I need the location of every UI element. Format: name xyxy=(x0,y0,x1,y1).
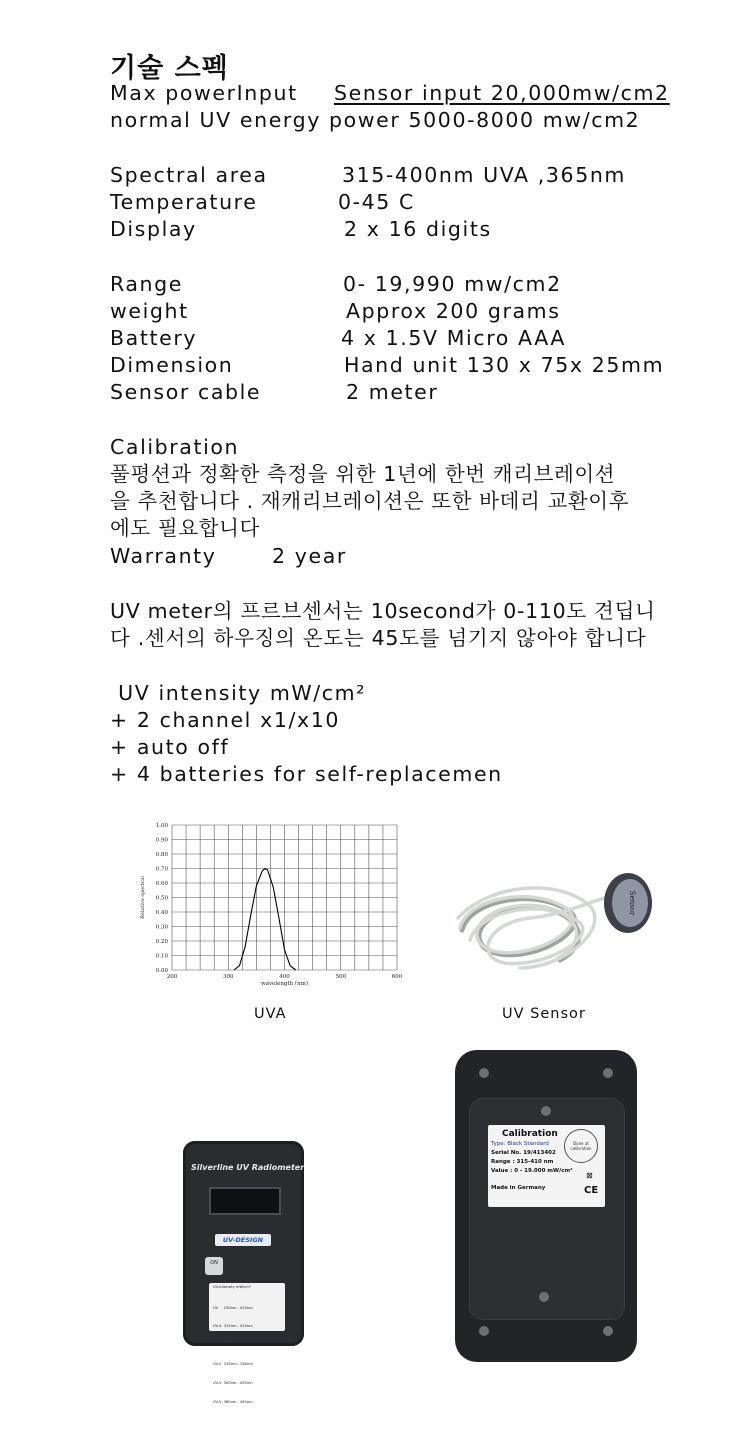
weee-bin-icon: ⊠ xyxy=(586,1171,593,1180)
meter-channel-item: UV-A 315nm - 410nm xyxy=(213,1324,253,1329)
calibration-heading: Calibration xyxy=(110,435,240,459)
y-tick-label: 0.90 xyxy=(155,837,168,844)
screw-icon xyxy=(603,1068,613,1078)
y-tick-label: 0.70 xyxy=(155,866,168,873)
screw-icon xyxy=(541,1106,551,1116)
feature-batteries: + 4 batteries for self-replacemen xyxy=(110,762,503,786)
sensor-caption: UV Sensor xyxy=(502,1006,586,1022)
screw-icon xyxy=(603,1326,613,1336)
spec-value-range: 0- 19,990 mw/cm2 xyxy=(343,272,562,296)
spec-value-cable: 2 meter xyxy=(346,380,439,404)
page-title: 기술 스펙 xyxy=(110,53,229,84)
meter-on-button[interactable]: ON xyxy=(205,1257,223,1275)
x-tick-label: 400 xyxy=(279,974,290,980)
meter-channel-item: UV-V 350nm - 450nm xyxy=(213,1381,253,1386)
y-tick-label: 0.40 xyxy=(155,910,168,916)
uv-sensor-image xyxy=(450,868,670,978)
spec-value-battery: 4 x 1.5V Micro AAA xyxy=(341,326,567,350)
x-tick-label: 300 xyxy=(223,974,234,980)
y-tick-label: 0.50 xyxy=(155,895,168,902)
y-tick-label: 0.60 xyxy=(155,881,168,887)
spec-label-spectral: Spectral area xyxy=(110,163,268,187)
uva-series-line xyxy=(234,869,296,971)
calibration-line-3: 에도 필요합니다 xyxy=(110,516,260,540)
y-tick-label: 0.80 xyxy=(155,852,168,858)
calibration-line-1: 풀평션과 정확한 측정을 위한 1년에 한번 캐리브레이션 xyxy=(110,462,616,486)
y-tick-label: 0.00 xyxy=(155,968,168,974)
meter-channel-item: UV-B 280nm - 315nm xyxy=(213,1343,253,1348)
calibration-seal: Done at calibration xyxy=(564,1129,598,1163)
spec-value-dimension: Hand unit 130 x 75x 25mm xyxy=(344,353,665,377)
warranty-label: Warranty xyxy=(110,544,217,568)
warranty-value: 2 year xyxy=(272,544,347,568)
meter-channel-list xyxy=(213,1292,253,1418)
y-tick-label: 0.30 xyxy=(155,924,168,931)
meter-back-image xyxy=(455,1050,637,1362)
calibration-line-2: 을 추천합니다 . 재캐리브레이션은 또한 바데리 교환이후 xyxy=(110,489,630,513)
feature-auto-off: + auto off xyxy=(110,735,230,759)
spec-label-battery: Battery xyxy=(110,326,198,350)
screw-icon xyxy=(539,1292,549,1302)
spec-label-range: Range xyxy=(110,272,183,296)
back-label-made: Made in Germany xyxy=(491,1185,546,1191)
sensor-puck-label: Sensor xyxy=(628,890,636,916)
spec-label-display: Display xyxy=(110,217,197,241)
back-label-serial: Serial No. 19/413402 xyxy=(491,1150,556,1156)
y-tick-label: 0.10 xyxy=(155,953,168,960)
meter-front-image xyxy=(183,1141,305,1405)
y-tick-label: 0.20 xyxy=(155,939,168,945)
meter-logo: UV-DESIGN xyxy=(215,1234,271,1246)
x-tick-label: 500 xyxy=(335,974,346,980)
meter-channel-item: UV 230nm - 410nm xyxy=(213,1305,253,1310)
back-label-range: Range : 315-410 nm xyxy=(491,1159,554,1165)
max-power-value: Sensor input 20,000mw/cm2 xyxy=(334,81,670,105)
y-axis-label: Relative spectral xyxy=(140,876,146,919)
y-tick-label: 1.00 xyxy=(155,823,168,829)
back-label-value: Value : 0 - 19.000 mW/cm² xyxy=(491,1168,573,1174)
spec-value-display: 2 x 16 digits xyxy=(344,217,492,241)
x-tick-label: 600 xyxy=(391,974,403,980)
ce-mark: CE xyxy=(584,1185,599,1196)
screw-icon xyxy=(479,1068,489,1078)
meter-brand: Silverline UV Radiometer xyxy=(191,1163,305,1172)
meter-channel-title: UV-Intensity mW/cm² xyxy=(213,1285,252,1289)
back-label-title: Calibration xyxy=(502,1129,558,1139)
notice-line-2: 다 .센서의 하우징의 온도는 45도를 넘기지 않아야 합니다 xyxy=(110,626,647,650)
spec-label-weight: weight xyxy=(110,299,189,323)
calibration-label xyxy=(488,1125,605,1207)
normal-power-line: normal UV energy power 5000-8000 mw/cm2 xyxy=(110,108,641,132)
spec-label-dimension: Dimension xyxy=(110,353,234,377)
uva-caption: UVA xyxy=(254,1006,287,1022)
meter-display xyxy=(209,1187,281,1215)
x-axis-label: wavelength (nm) xyxy=(261,981,308,987)
meter-channel-item: UV-C 230nm - 280nm xyxy=(213,1362,253,1367)
spec-value-weight: Approx 200 grams xyxy=(346,299,561,323)
back-label-type: Type: Black Standard xyxy=(491,1141,549,1147)
max-power-label: Max powerInput xyxy=(110,81,298,105)
uva-spectrum-chart xyxy=(115,815,405,990)
screw-icon xyxy=(479,1326,489,1336)
spec-label-temperature: Temperature xyxy=(110,190,258,214)
feature-uv-intensity: UV intensity mW/cm² xyxy=(110,681,367,705)
notice-line-1: UV meter의 프르브센서는 10second가 0-110도 견딥니 xyxy=(110,599,656,623)
feature-channels: + 2 channel x1/x10 xyxy=(110,708,340,732)
x-tick-label: 200 xyxy=(166,974,178,980)
meter-channel-item: UV-V 380nm - 445nm xyxy=(213,1400,253,1405)
spec-label-cable: Sensor cable xyxy=(110,380,262,404)
spec-value-spectral: 315-400nm UVA ,365nm xyxy=(342,163,626,187)
meter-channel-panel xyxy=(209,1283,285,1405)
spec-value-temperature: 0-45 C xyxy=(338,190,415,214)
